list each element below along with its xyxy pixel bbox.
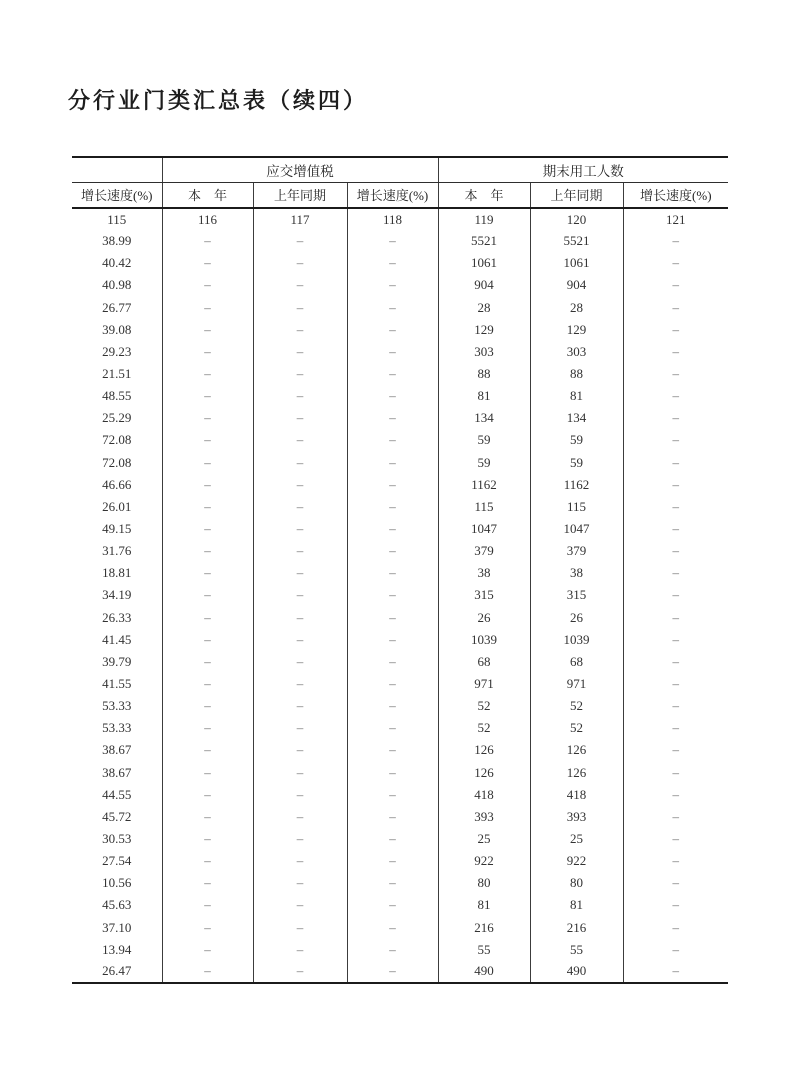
table-cell: 59: [438, 429, 530, 451]
table-body: [72, 208, 728, 983]
table-cell: 37.10: [72, 917, 162, 939]
column-header: 上年同期: [253, 182, 347, 208]
table-cell: –: [672, 587, 680, 603]
table-cell: 53.33: [72, 717, 162, 739]
table-cell: –: [347, 607, 438, 629]
table-cell: 41.45: [72, 629, 162, 651]
table-cell: 68: [530, 651, 623, 673]
table-cell: 216: [438, 917, 530, 939]
table-cell: 904: [438, 274, 530, 296]
table-cell: 81: [438, 894, 530, 916]
table-cell: –: [347, 894, 438, 916]
column-number-cell: 120: [530, 208, 623, 230]
table-cell: 45.63: [72, 894, 162, 916]
table-cell: –: [672, 498, 680, 514]
table-row: [72, 363, 728, 385]
table-cell: 27.54: [72, 850, 162, 872]
table-cell: –: [253, 894, 347, 916]
table-cell: 80: [530, 872, 623, 894]
table-cell: –: [162, 474, 253, 496]
table-cell: –: [253, 407, 347, 429]
table-cell: 129: [438, 319, 530, 341]
table-cell: –: [162, 762, 253, 784]
table-cell: 418: [438, 784, 530, 806]
table-cell: –: [672, 764, 680, 780]
table-cell: 72.08: [72, 429, 162, 451]
table-cell: 81: [530, 385, 623, 407]
table-row: [72, 230, 728, 252]
table-cell: –: [162, 872, 253, 894]
table-cell: 922: [530, 850, 623, 872]
table-row: [72, 407, 728, 429]
column-number-cell: 115: [72, 208, 162, 230]
table-cell: –: [253, 939, 347, 961]
table-cell: –: [162, 695, 253, 717]
table-cell: –: [672, 875, 680, 891]
table-cell: 25: [438, 828, 530, 850]
table-cell: –: [162, 651, 253, 673]
table-cell: 5521: [438, 230, 530, 252]
table-cell: –: [672, 543, 680, 559]
column-header-row: [72, 182, 728, 208]
table-cell: 52: [438, 717, 530, 739]
table-cell: 59: [530, 429, 623, 451]
table-cell: –: [253, 474, 347, 496]
table-cell: 59: [530, 452, 623, 474]
table-cell: –: [253, 429, 347, 451]
table-cell: –: [672, 742, 680, 758]
table-cell: –: [672, 476, 680, 492]
table-cell: –: [253, 961, 347, 983]
table-row: [72, 584, 728, 606]
table-cell: 26.77: [72, 297, 162, 319]
column-header: 增长速度(%): [72, 182, 162, 208]
table-cell: –: [347, 540, 438, 562]
table-cell: 40.42: [72, 252, 162, 274]
table-cell: –: [347, 252, 438, 274]
table-cell: –: [347, 452, 438, 474]
table-cell: –: [253, 518, 347, 540]
table-cell: –: [162, 607, 253, 629]
table-cell: –: [253, 784, 347, 806]
table-cell: –: [162, 806, 253, 828]
table-row: [72, 872, 728, 894]
table-cell: –: [253, 540, 347, 562]
table-row: [72, 452, 728, 474]
table-cell: 134: [530, 407, 623, 429]
table-cell: 28: [438, 297, 530, 319]
table-cell: –: [162, 917, 253, 939]
table-cell: –: [672, 963, 680, 979]
table-row: [72, 319, 728, 341]
table-cell: 52: [438, 695, 530, 717]
table-row: [72, 540, 728, 562]
table-cell: 904: [530, 274, 623, 296]
table-cell: 52: [530, 717, 623, 739]
table-cell: –: [347, 762, 438, 784]
table-row: [72, 673, 728, 695]
table-cell: 40.98: [72, 274, 162, 296]
table-cell: –: [162, 341, 253, 363]
table-row: [72, 739, 728, 761]
table-cell: –: [253, 739, 347, 761]
table-cell: 26.47: [72, 961, 162, 983]
table-cell: 46.66: [72, 474, 162, 496]
table-cell: 115: [530, 496, 623, 518]
table-row: [72, 894, 728, 916]
table-cell: –: [162, 584, 253, 606]
table-cell: –: [253, 607, 347, 629]
table-cell: 1162: [530, 474, 623, 496]
table-header: [72, 157, 728, 208]
table-cell: 303: [438, 341, 530, 363]
table-cell: –: [672, 941, 680, 957]
table-cell: –: [253, 651, 347, 673]
table-cell: –: [253, 274, 347, 296]
table-cell: 393: [438, 806, 530, 828]
table-cell: –: [672, 410, 680, 426]
table-row: [72, 784, 728, 806]
table-cell: 393: [530, 806, 623, 828]
table-cell: –: [347, 673, 438, 695]
table-cell: –: [672, 653, 680, 669]
table-row: [72, 274, 728, 296]
table-cell: –: [162, 717, 253, 739]
table-row: [72, 762, 728, 784]
table-cell: –: [162, 385, 253, 407]
table-cell: –: [347, 429, 438, 451]
table-cell: 490: [530, 961, 623, 983]
column-header: 增长速度(%): [623, 182, 728, 208]
table-row: [72, 562, 728, 584]
table-cell: 80: [438, 872, 530, 894]
table-cell: –: [253, 297, 347, 319]
column-header: 增长速度(%): [347, 182, 438, 208]
table-cell: 971: [530, 673, 623, 695]
table-cell: –: [347, 651, 438, 673]
table-cell: 1039: [530, 629, 623, 651]
table-cell: 379: [530, 540, 623, 562]
column-header: 上年同期: [530, 182, 623, 208]
table-cell: 1162: [438, 474, 530, 496]
table-cell: –: [672, 698, 680, 714]
group-header-row: [72, 157, 728, 182]
table-cell: –: [253, 762, 347, 784]
table-cell: –: [347, 496, 438, 518]
table-cell: 38: [438, 562, 530, 584]
table-cell: –: [162, 673, 253, 695]
table-cell: –: [347, 474, 438, 496]
table-cell: 315: [530, 584, 623, 606]
column-number-row: [72, 208, 728, 230]
table-cell: –: [347, 806, 438, 828]
table-cell: –: [347, 739, 438, 761]
table-cell: 88: [530, 363, 623, 385]
table-cell: –: [253, 385, 347, 407]
table-cell: 31.76: [72, 540, 162, 562]
table-cell: –: [162, 894, 253, 916]
table-cell: 81: [438, 385, 530, 407]
table-cell: 1047: [530, 518, 623, 540]
column-number-cell: 116: [162, 208, 253, 230]
table-cell: 41.55: [72, 673, 162, 695]
table-cell: 72.08: [72, 452, 162, 474]
table-cell: –: [347, 939, 438, 961]
table-cell: –: [672, 853, 680, 869]
table-cell: –: [672, 786, 680, 802]
column-number-cell: 117: [253, 208, 347, 230]
table-cell: –: [672, 609, 680, 625]
table-cell: –: [162, 629, 253, 651]
table-cell: –: [162, 739, 253, 761]
table-cell: 28: [530, 297, 623, 319]
table-cell: 68: [438, 651, 530, 673]
table-cell: 129: [530, 319, 623, 341]
table-cell: –: [253, 629, 347, 651]
table-cell: 13.94: [72, 939, 162, 961]
table-cell: –: [672, 831, 680, 846]
table-cell: –: [162, 939, 253, 961]
table-cell: –: [672, 676, 680, 692]
table-cell: 126: [438, 762, 530, 784]
table-cell: –: [162, 540, 253, 562]
table-row: [72, 496, 728, 518]
column-header: 本 年: [438, 182, 530, 208]
table-cell: 5521: [530, 230, 623, 252]
table-cell: –: [347, 385, 438, 407]
table-cell: –: [162, 297, 253, 319]
table-cell: –: [253, 828, 347, 850]
table-cell: –: [347, 872, 438, 894]
table-row: [72, 806, 728, 828]
table-cell: 26.33: [72, 607, 162, 629]
table-cell: 126: [530, 739, 623, 761]
table-cell: –: [253, 452, 347, 474]
table-cell: 39.08: [72, 319, 162, 341]
table-row: [72, 695, 728, 717]
table-cell: –: [672, 631, 680, 647]
table-cell: 315: [438, 584, 530, 606]
table-cell: –: [672, 565, 680, 581]
table-cell: 53.33: [72, 695, 162, 717]
table-cell: 216: [530, 917, 623, 939]
table-cell: –: [672, 919, 680, 935]
table-row: [72, 252, 728, 274]
table-cell: –: [162, 230, 253, 252]
table-cell: –: [347, 717, 438, 739]
table-cell: –: [672, 720, 680, 736]
table-cell: –: [347, 363, 438, 385]
table-cell: –: [347, 629, 438, 651]
table-cell: –: [162, 429, 253, 451]
table-cell: –: [347, 917, 438, 939]
table-row: [72, 717, 728, 739]
table-cell: –: [162, 850, 253, 872]
table-cell: –: [672, 321, 680, 337]
table-row: [72, 629, 728, 651]
table-cell: –: [347, 341, 438, 363]
table-cell: –: [162, 961, 253, 983]
table-cell: –: [253, 363, 347, 385]
table-cell: 1061: [438, 252, 530, 274]
table-cell: 134: [438, 407, 530, 429]
table-cell: –: [253, 252, 347, 274]
table-cell: –: [347, 297, 438, 319]
table-cell: 45.72: [72, 806, 162, 828]
table-cell: –: [253, 230, 347, 252]
table-row: [72, 961, 728, 983]
table-row: [72, 341, 728, 363]
table-cell: –: [672, 255, 680, 271]
table-cell: –: [672, 897, 680, 913]
table-cell: 55: [438, 939, 530, 961]
table-cell: 1061: [530, 252, 623, 274]
column-number-cell: 119: [438, 208, 530, 230]
table-cell: –: [162, 452, 253, 474]
table-cell: –: [672, 366, 680, 382]
table-cell: –: [672, 388, 680, 404]
table-cell: –: [162, 828, 253, 850]
table-cell: –: [253, 917, 347, 939]
table-cell: 25: [530, 828, 623, 850]
table-cell: 34.19: [72, 584, 162, 606]
table-cell: –: [253, 850, 347, 872]
table-cell: –: [162, 363, 253, 385]
table-cell: –: [162, 496, 253, 518]
table-cell: 26: [438, 607, 530, 629]
table-cell: –: [162, 252, 253, 274]
table-cell: 10.56: [72, 872, 162, 894]
table-cell: 38.99: [72, 230, 162, 252]
table-cell: –: [672, 454, 680, 470]
table-cell: –: [672, 521, 680, 537]
table-cell: –: [347, 274, 438, 296]
column-header: 本 年: [162, 182, 253, 208]
table-cell: –: [162, 407, 253, 429]
table-cell: –: [347, 828, 438, 850]
table-cell: 25.29: [72, 407, 162, 429]
group-header-vat: 应交增值税: [162, 157, 438, 182]
table-cell: –: [253, 562, 347, 584]
table-cell: 52: [530, 695, 623, 717]
table-cell: –: [347, 850, 438, 872]
table-row: [72, 297, 728, 319]
table-cell: –: [253, 673, 347, 695]
column-number-cell: 121: [666, 211, 686, 227]
table-row: [72, 385, 728, 407]
table-cell: 26.01: [72, 496, 162, 518]
table-cell: –: [253, 872, 347, 894]
table-cell: 55: [530, 939, 623, 961]
table-cell: 38.67: [72, 762, 162, 784]
table-cell: –: [162, 319, 253, 341]
table-cell: 126: [438, 739, 530, 761]
table-cell: –: [347, 695, 438, 717]
table-row: [72, 429, 728, 451]
table-row: [72, 939, 728, 961]
table-cell: –: [347, 584, 438, 606]
corner-cell: [72, 157, 162, 182]
table-cell: –: [162, 274, 253, 296]
table-row: [72, 607, 728, 629]
column-number-cell: 118: [347, 208, 438, 230]
summary-table: [72, 156, 728, 984]
table-row: [72, 850, 728, 872]
table-cell: 38: [530, 562, 623, 584]
table-cell: 29.23: [72, 341, 162, 363]
table-cell: –: [253, 695, 347, 717]
table-row: [72, 828, 728, 850]
group-header-employees: 期末用工人数: [438, 157, 728, 182]
table-cell: 418: [530, 784, 623, 806]
table-cell: 303: [530, 341, 623, 363]
table-cell: 1039: [438, 629, 530, 651]
table-row: [72, 518, 728, 540]
table-cell: –: [672, 277, 680, 293]
table-cell: 379: [438, 540, 530, 562]
table-cell: 971: [438, 673, 530, 695]
table-cell: –: [253, 341, 347, 363]
table-row: [72, 474, 728, 496]
table-cell: –: [162, 784, 253, 806]
table-cell: 48.55: [72, 385, 162, 407]
table-cell: –: [672, 233, 680, 249]
table-cell: –: [347, 319, 438, 341]
table-cell: 30.53: [72, 828, 162, 850]
table-cell: 44.55: [72, 784, 162, 806]
table-cell: –: [347, 784, 438, 806]
table-cell: –: [347, 407, 438, 429]
table-cell: 38.67: [72, 739, 162, 761]
table-cell: –: [253, 319, 347, 341]
table-cell: –: [347, 961, 438, 983]
table-cell: 922: [438, 850, 530, 872]
table-cell: 490: [438, 961, 530, 983]
table-cell: 59: [438, 452, 530, 474]
page-title: 分行业门类汇总表（续四）: [68, 88, 369, 113]
table-row: [72, 651, 728, 673]
table-cell: –: [253, 806, 347, 828]
table-cell: 21.51: [72, 363, 162, 385]
table-cell: 1047: [438, 518, 530, 540]
table-cell: –: [162, 562, 253, 584]
table-cell: –: [162, 518, 253, 540]
table-cell: –: [347, 230, 438, 252]
table-cell: 39.79: [72, 651, 162, 673]
table-cell: –: [672, 808, 680, 824]
table-cell: –: [347, 518, 438, 540]
table-cell: 81: [530, 894, 623, 916]
table-cell: 49.15: [72, 518, 162, 540]
table-cell: 18.81: [72, 562, 162, 584]
table-cell: –: [253, 584, 347, 606]
table-cell: 26: [530, 607, 623, 629]
table-row: [72, 917, 728, 939]
table-cell: –: [253, 717, 347, 739]
table-cell: –: [672, 432, 680, 448]
table-cell: 126: [530, 762, 623, 784]
table-cell: –: [253, 496, 347, 518]
table-cell: 115: [438, 496, 530, 518]
table-cell: –: [672, 343, 680, 359]
table-cell: –: [347, 562, 438, 584]
table-cell: 88: [438, 363, 530, 385]
table-cell: –: [672, 299, 680, 315]
